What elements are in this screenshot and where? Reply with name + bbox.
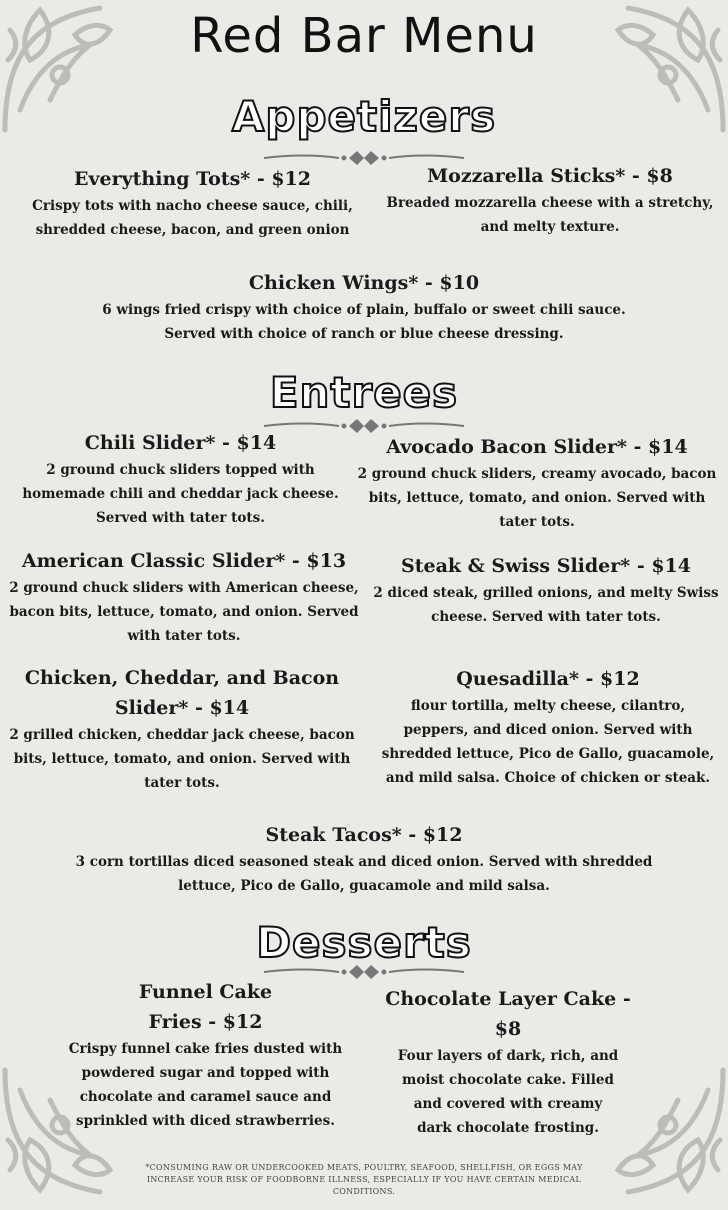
menu-item-avocado-bacon-slider	[353, 432, 721, 534]
item-description: 2 ground chuck sliders with American cheese, bacon bits, lettuce, tomato, and onion. Served with tater tots.	[9, 580, 359, 644]
menu-item-steak-tacos	[62, 820, 666, 898]
item-description: 2 ground chuck sliders, creamy avocado, bacon bits, lettuce, tomato, and onion. Served with tater tots.	[357, 466, 717, 530]
menu-item-everything-tots	[20, 164, 365, 242]
item-description: flour tortilla, melty cheese, cilantro, peppers, and diced onion. Served with shredded lettuce, Pico de Gallo, guacamole, and mild salsa. Choice of chicken or steak.	[381, 698, 715, 786]
item-name: Chili Slider* - $14	[84, 432, 277, 454]
menu-item-mozzarella-sticks	[385, 161, 715, 239]
menu-item-quesadilla	[378, 664, 718, 790]
menu-item-american-classic-slider	[8, 546, 360, 648]
item-description: 2 ground chuck sliders topped with homemade chili and cheddar jack cheese. Served with tater tots.	[22, 462, 339, 526]
item-description: Crispy tots with nacho cheese sauce, chili, shredded cheese, bacon, and green onion	[32, 198, 353, 238]
menu-item-funnel-cake-fries	[38, 977, 373, 1133]
item-description: Four layers of dark, rich, and moist chocolate cake. Filled and covered with creamy dark chocolate frosting.	[397, 1048, 619, 1136]
item-description: Breaded mozzarella cheese with a stretchy, and melty texture.	[386, 195, 714, 235]
item-name: Avocado Bacon Slider* - $14	[386, 436, 688, 458]
item-description: Crispy funnel cake fries dusted with powdered sugar and topped with chocolate and caramel sauce and sprinkled with diced strawberries.	[68, 1041, 343, 1129]
menu-item-chocolate-layer-cake	[383, 984, 633, 1140]
section-heading-appetizers: Appetizers	[231, 92, 497, 141]
menu-title: Red Bar Menu	[190, 8, 538, 64]
item-name: Steak & Swiss Slider* - $14	[400, 555, 691, 577]
item-name: Quesadilla* - $12	[456, 668, 640, 690]
item-name: Steak Tacos* - $12	[265, 824, 463, 846]
item-name: Everything Tots* - $12	[74, 168, 311, 190]
menu-item-chicken-wings	[95, 268, 633, 346]
allergen-disclaimer	[0, 1162, 728, 1198]
item-name: Funnel Cake Fries - $12	[138, 981, 273, 1033]
item-description: 6 wings fried crispy with choice of plain, buffalo or sweet chili sauce. Served with choice of ranch or blue cheese dressing.	[102, 302, 626, 342]
item-name: Chocolate Layer Cake - $8	[385, 988, 631, 1040]
menu-item-chili-slider	[8, 428, 353, 530]
section-heading-desserts: Desserts	[256, 918, 472, 967]
item-name: Chicken Wings* - $10	[248, 272, 480, 294]
item-description: 2 grilled chicken, cheddar jack cheese, bacon bits, lettuce, tomato, and onion. Served with tater tots.	[9, 727, 355, 791]
menu-item-chicken-cheddar-bacon-slider	[8, 663, 356, 795]
item-name: American Classic Slider* - $13	[21, 550, 347, 572]
disclaimer-text: *CONSUMING RAW OR UNDERCOOKED MEATS, POULTRY, SEAFOOD, SHELLFISH, OR EGGS MAY INCREASE YOUR RISK OF FOODBORNE ILLNESS, ESPECIALLY IF YOU HAVE CERTAIN MEDICAL CONDITIONS.	[145, 1163, 583, 1196]
section-heading-entrees: Entrees	[269, 368, 459, 417]
item-description: 2 diced steak, grilled onions, and melty Swiss cheese. Served with tater tots.	[373, 585, 719, 625]
menu-item-steak-swiss-slider	[372, 551, 720, 629]
item-name: Mozzarella Sticks* - $8	[427, 165, 673, 187]
item-description: 3 corn tortillas diced seasoned steak and diced onion. Served with shredded lettuce, Pico de Gallo, guacamole and mild salsa.	[75, 854, 653, 894]
item-name: Chicken, Cheddar, and Bacon Slider* - $14	[24, 667, 340, 719]
